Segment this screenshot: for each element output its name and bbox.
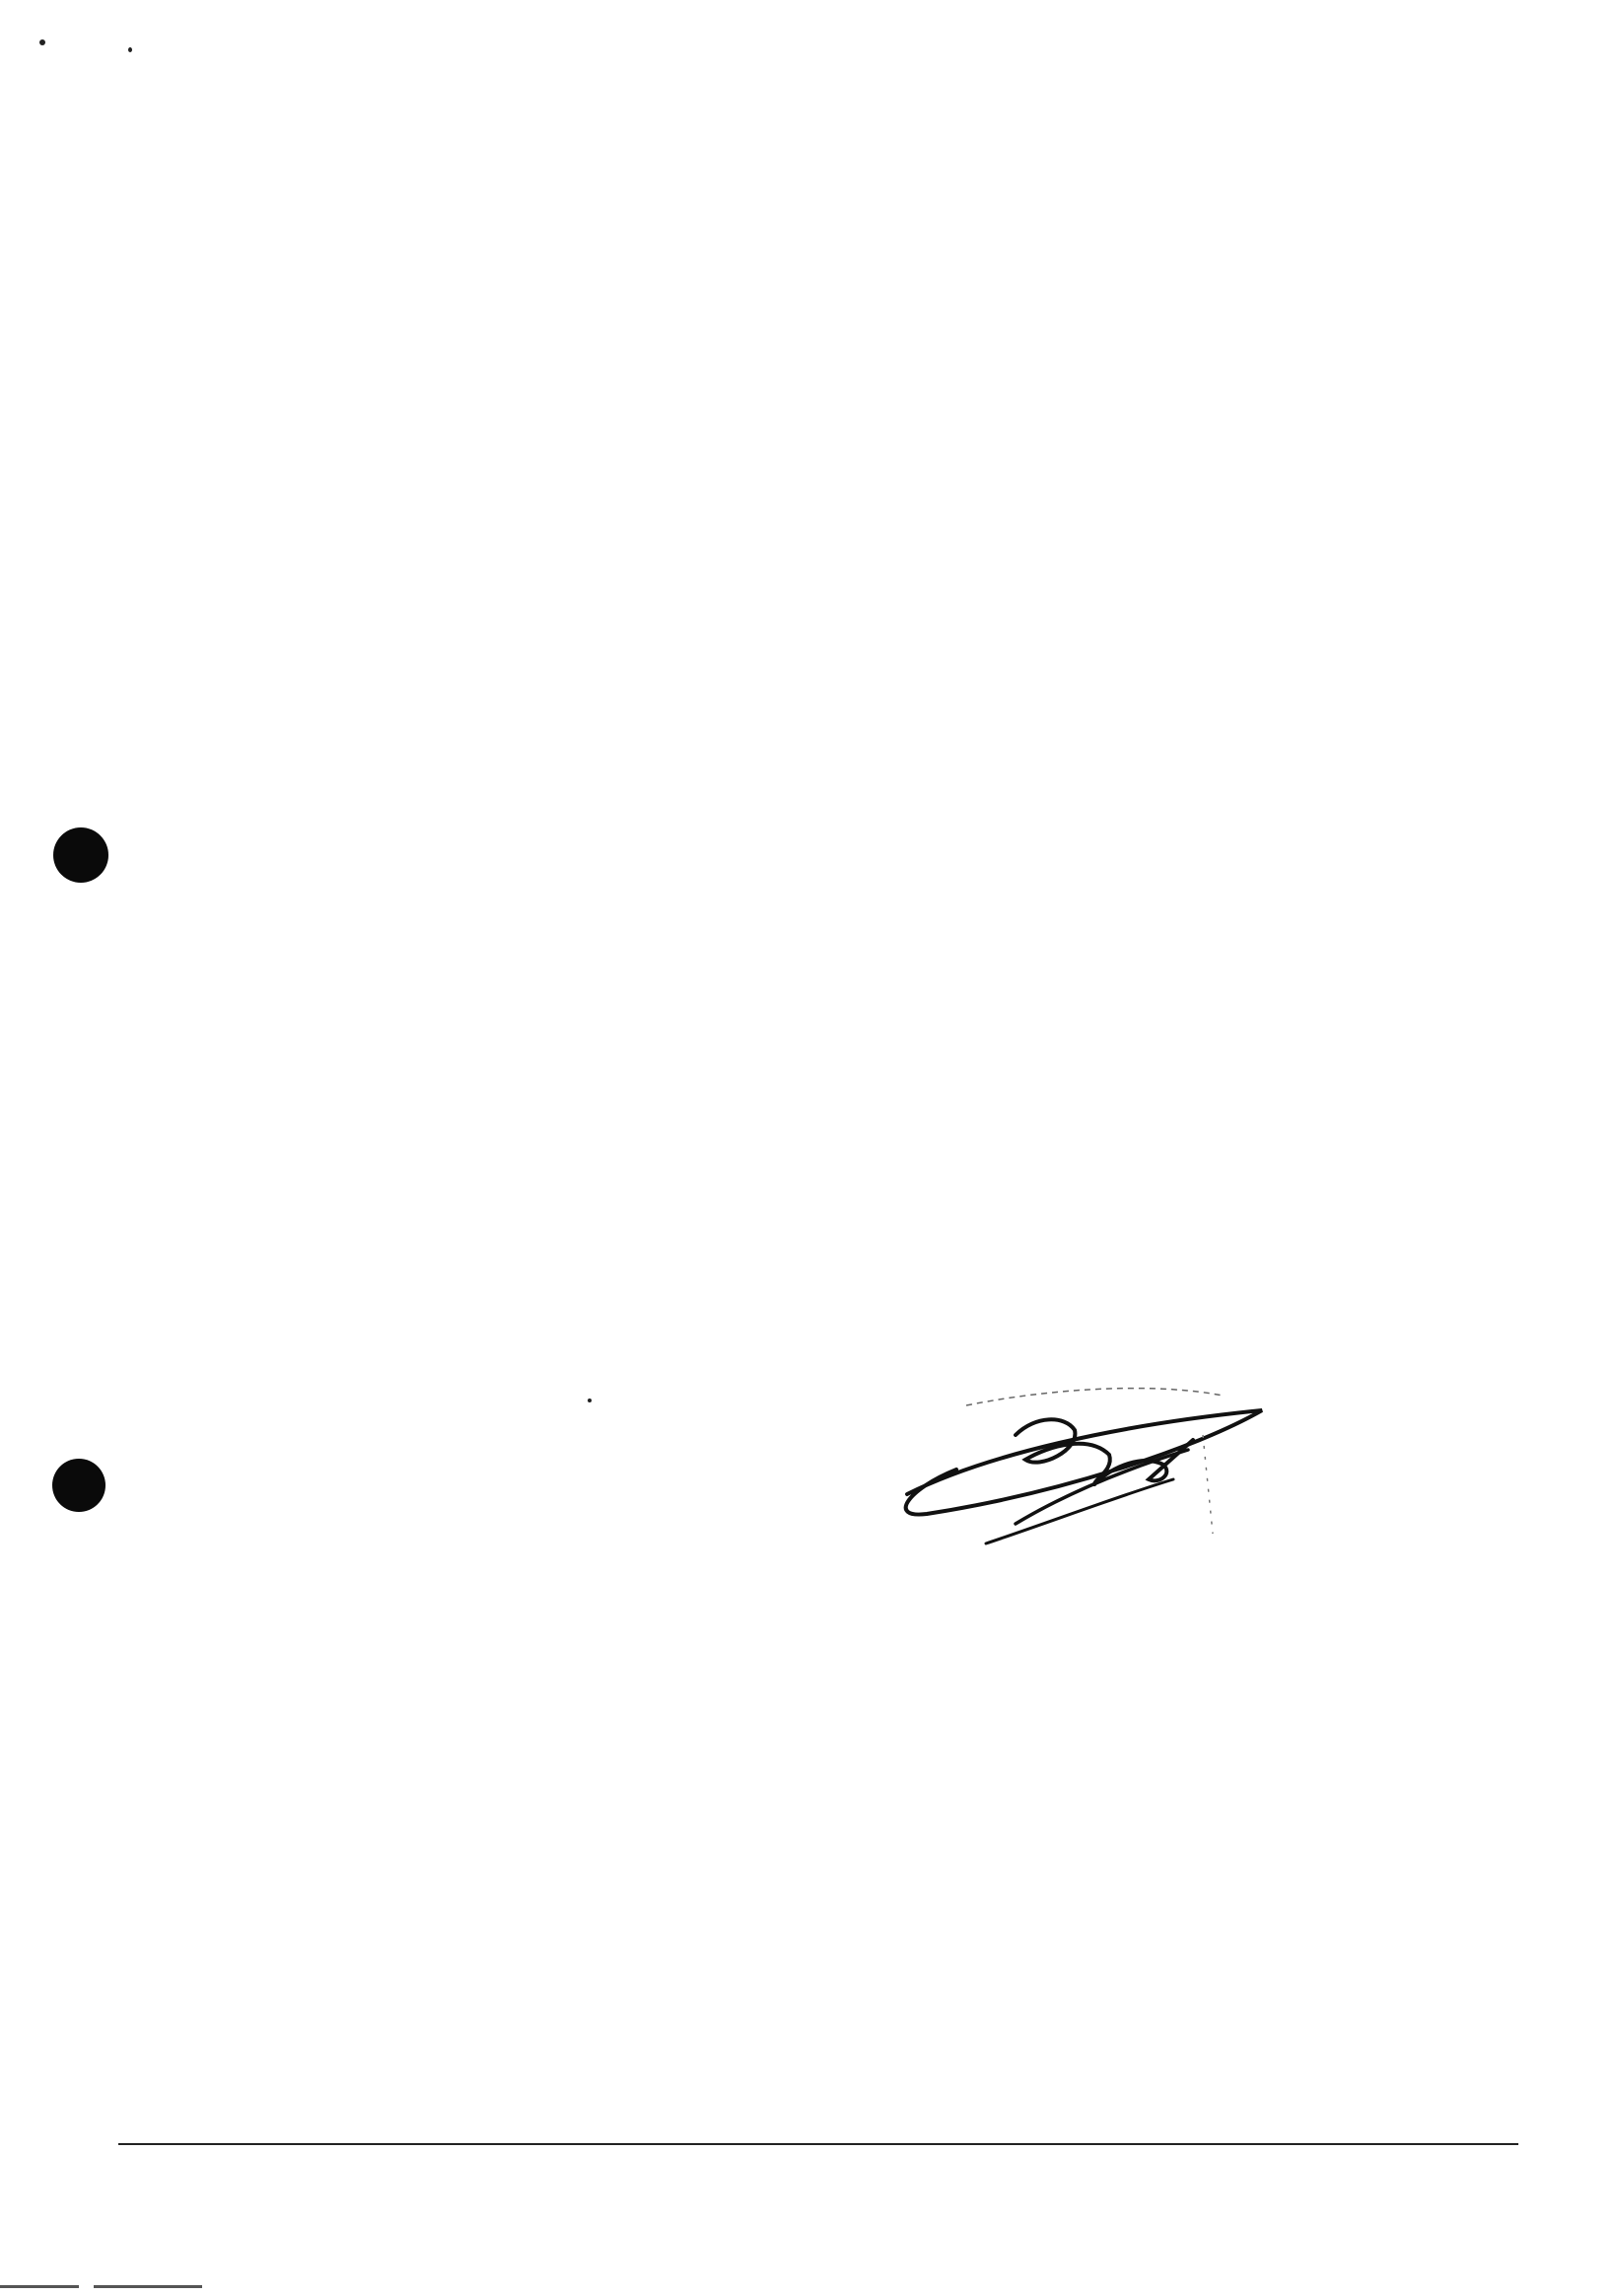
scan-edge-mark xyxy=(94,2285,202,2288)
scan-edge-mark xyxy=(0,2285,79,2288)
scan-speck xyxy=(588,1399,592,1402)
punch-hole-mark xyxy=(49,1456,108,1515)
punch-hole-mark xyxy=(49,824,112,887)
scan-speck xyxy=(128,47,132,52)
scan-speck xyxy=(39,39,45,45)
footer-rule xyxy=(118,2143,1518,2145)
handwritten-signature xyxy=(868,1376,1321,1573)
